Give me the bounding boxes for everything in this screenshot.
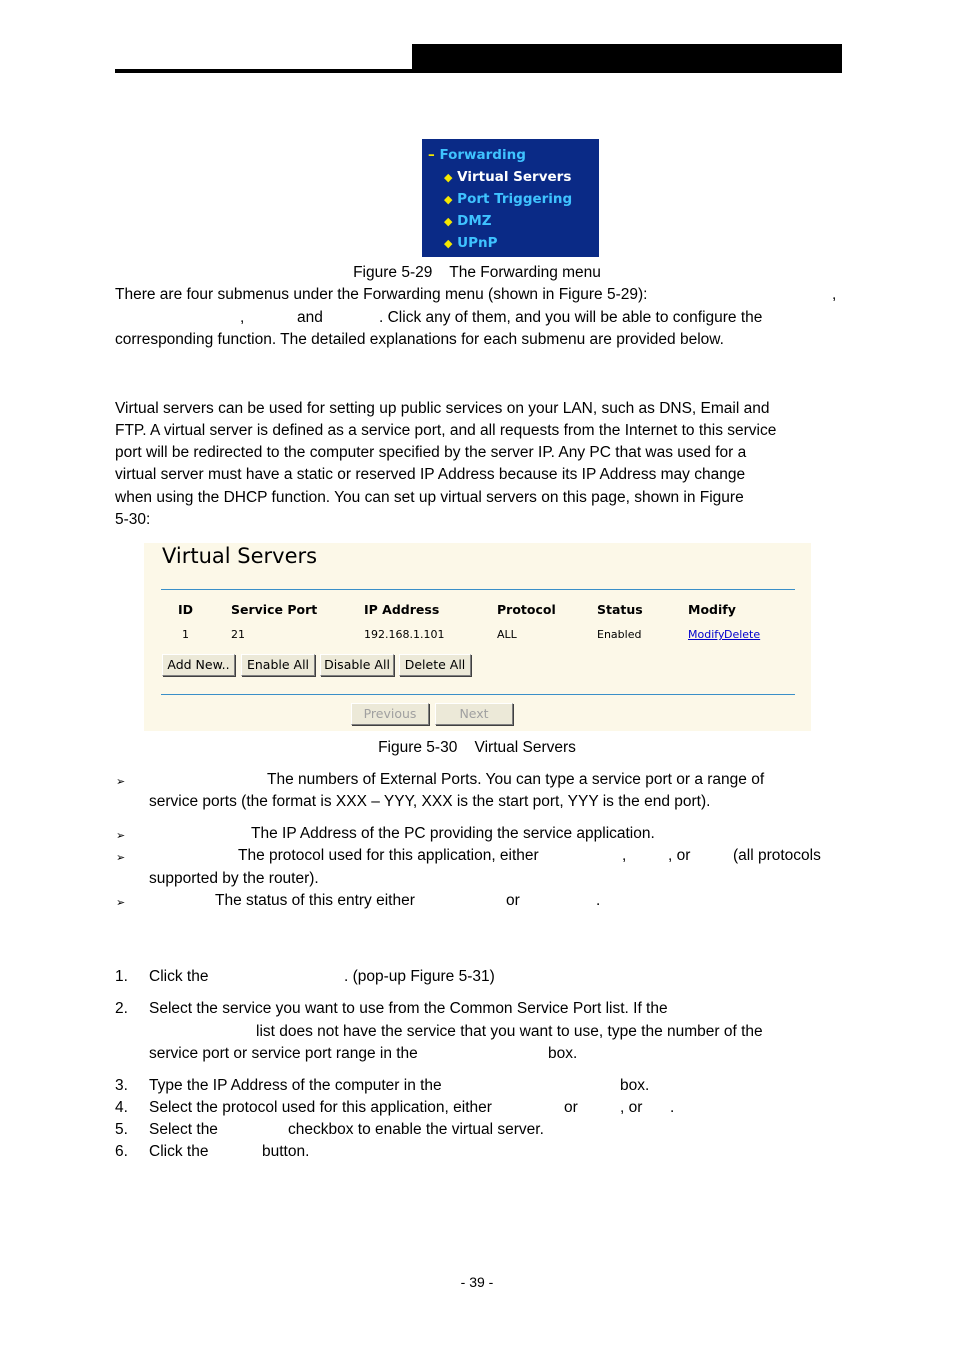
col-header-ip-address: IP Address — [364, 602, 440, 617]
vs-desc-line: 5-30: — [115, 511, 151, 528]
step-number: 3. — [115, 1077, 128, 1094]
cell-status: Enabled — [597, 628, 642, 641]
panel-title: Virtual Servers — [162, 544, 318, 568]
header-bar — [412, 44, 842, 73]
bullet-status-text: The status of this entry either — [215, 892, 415, 909]
menu-item-label: Virtual Servers — [457, 169, 572, 185]
panel-divider — [161, 589, 795, 590]
intro-line-2: . Click any of them, and you will be able to configure the — [379, 309, 763, 326]
intro-line-1: There are four submenus under the Forwarding menu (shown in Figure 5-29): — [115, 286, 648, 303]
intro-line-3: corresponding function. The detailed explanations for each submenu are provided below. — [115, 331, 724, 348]
menu-item-upnp[interactable] — [444, 235, 498, 251]
panel-divider — [161, 694, 795, 695]
menu-item-virtual-servers[interactable] — [444, 169, 571, 185]
step-number: 4. — [115, 1099, 128, 1116]
cell-id: 1 — [182, 628, 189, 641]
bullet-icon: ◆ — [444, 215, 453, 228]
menu-item-dmz[interactable] — [444, 213, 492, 229]
step-2-text-2: list does not have the service that you want to use, type the number of the — [256, 1023, 763, 1040]
previous-button[interactable]: Previous — [351, 703, 429, 725]
virtual-servers-panel — [144, 543, 811, 731]
bullet-status-period: . — [596, 892, 601, 909]
bullet-status-or: or — [506, 892, 520, 909]
step-5-text-2: checkbox to enable the virtual server. — [288, 1121, 544, 1138]
vs-desc-line: virtual server must have a static or reserved IP Address because its IP Address may change — [115, 466, 746, 483]
enable-all-button[interactable]: Enable All — [241, 654, 315, 676]
forwarding-menu — [422, 139, 599, 257]
figure-29-caption: Figure 5-29 The Forwarding menu — [353, 264, 601, 281]
menu-forwarding-label: Forwarding — [439, 147, 526, 163]
step-3-text: Type the IP Address of the computer in the — [149, 1077, 442, 1094]
disable-all-button[interactable]: Disable All — [320, 654, 394, 676]
vs-desc-line: FTP. A virtual server is defined as a service port, and all requests from the Internet to this service — [115, 422, 777, 439]
col-header-service-port: Service Port — [231, 602, 318, 617]
bullet-icon: ◆ — [444, 237, 453, 250]
step-4-period: . — [670, 1099, 675, 1116]
step-4-text: Select the protocol used for this application, either — [149, 1099, 492, 1116]
step-number: 2. — [115, 1000, 128, 1017]
col-header-status: Status — [597, 602, 643, 617]
bullet-protocol-or: , or — [668, 847, 691, 864]
header-rule — [115, 69, 413, 73]
step-4-or-2: , or — [620, 1099, 643, 1116]
menu-forwarding[interactable] — [428, 147, 526, 163]
step-4-or: or — [564, 1099, 578, 1116]
bullet-icon: ◆ — [444, 171, 453, 184]
col-header-id: ID — [178, 602, 194, 617]
step-5-text: Select the — [149, 1121, 218, 1138]
col-header-protocol: Protocol — [497, 602, 556, 617]
bullet-service-port-text: The numbers of External Ports. You can type a service port or a range of — [267, 771, 765, 788]
bullet-icon: ◆ — [444, 193, 453, 206]
step-1-text: Click the — [149, 968, 209, 985]
bullet-protocol-all: (all protocols — [733, 847, 821, 864]
menu-item-label: DMZ — [457, 213, 492, 229]
modify-link[interactable]: Modify — [688, 628, 725, 641]
vs-desc-line: when using the DHCP function. You can set up virtual servers on this page, shown in Figure — [115, 489, 744, 506]
arrow-bullet-icon: ➢ — [116, 852, 126, 864]
step-2-text-4: box. — [548, 1045, 578, 1062]
step-number: 1. — [115, 968, 128, 985]
intro-comma: , — [832, 286, 837, 303]
bullet-protocol-text: The protocol used for this application, either — [238, 847, 539, 864]
step-number: 6. — [115, 1143, 128, 1160]
cell-protocol: ALL — [497, 628, 517, 641]
bullet-protocol-text-2: supported by the router). — [149, 870, 319, 887]
cell-service-port: 21 — [231, 628, 245, 641]
step-number: 5. — [115, 1121, 128, 1138]
next-button[interactable]: Next — [435, 703, 513, 725]
bullet-service-port-text-2: service ports (the format is XXX – YYY, XXX is the start port, YYY is the end port). — [149, 793, 711, 810]
step-2-text-3: service port or service port range in the — [149, 1045, 418, 1062]
arrow-bullet-icon: ➢ — [116, 897, 126, 909]
cell-ip-address: 192.168.1.101 — [364, 628, 445, 641]
step-3-text-2: box. — [620, 1077, 650, 1094]
menu-item-label: Port Triggering — [457, 191, 573, 207]
step-6-text: Click the — [149, 1143, 209, 1160]
intro-comma-2: , — [240, 309, 245, 326]
figure-30-caption: Figure 5-30 Virtual Servers — [378, 739, 576, 756]
col-header-modify: Modify — [688, 602, 736, 617]
menu-item-port-triggering[interactable] — [444, 191, 572, 207]
bullet-ip-address-text: The IP Address of the PC providing the service application. — [251, 825, 655, 842]
delete-all-button[interactable]: Delete All — [399, 654, 471, 676]
bullet-protocol-comma: , — [622, 847, 627, 864]
arrow-bullet-icon: ➢ — [116, 830, 126, 842]
arrow-bullet-icon: ➢ — [116, 776, 126, 788]
intro-and: and — [297, 309, 323, 326]
vs-desc-line: Virtual servers can be used for setting up public services on your LAN, such as DNS, Email and — [115, 400, 770, 417]
step-6-text-2: button. — [262, 1143, 310, 1160]
page-number: - 39 - — [460, 1274, 494, 1290]
step-1-text-2: . (pop-up Figure 5-31) — [344, 968, 495, 985]
add-new-button[interactable]: Add New.. — [162, 654, 235, 676]
collapse-icon: – — [428, 147, 435, 163]
delete-link[interactable]: Delete — [724, 628, 761, 641]
menu-item-label: UPnP — [457, 235, 498, 251]
vs-desc-line: port will be redirected to the computer specified by the server IP. Any PC that was used for a — [115, 444, 747, 461]
step-2-text: Select the service you want to use from the Common Service Port list. If the — [149, 1000, 668, 1017]
